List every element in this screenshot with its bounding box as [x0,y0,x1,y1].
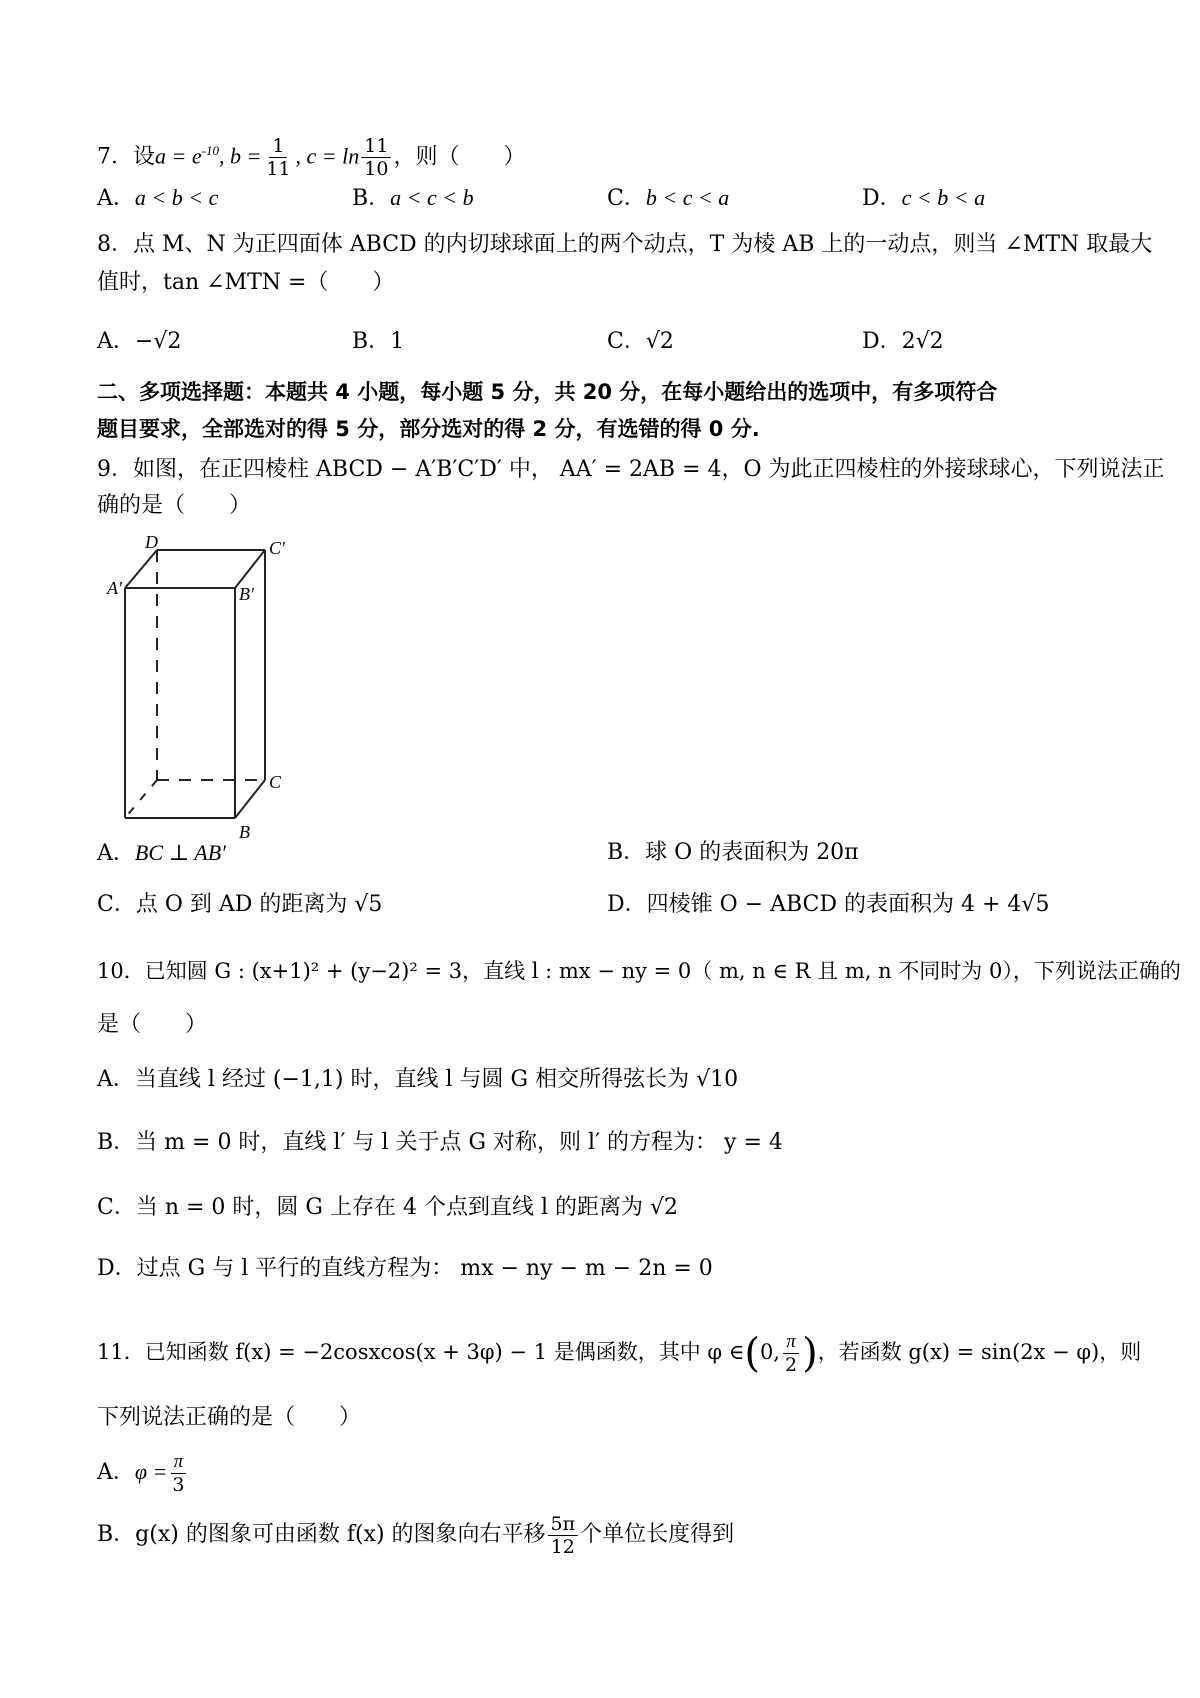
q9-option-b: B．球 O 的表面积为 20π [607,840,859,865]
q9-stem-line1: 9．如图，在正四棱柱 ABCD − A′B′C′D′ 中， AA′ = 2AB = 4，O 为此正四棱柱的外接球球心，下列说法正 [97,457,1165,482]
q11-option-a-fraction: $\frac{\pi}{3}$ [172,1450,185,1496]
figure-label-b: B [239,822,250,842]
figure-label-c: C [269,772,282,792]
q8-stem-line2: 值时，tan ∠MTN =（ ） [97,270,395,295]
q8-option-a: A．−√2 [97,329,182,354]
q11-option-b-fraction: $\frac{5\pi}{12}$ [548,1513,579,1558]
q7-option-c: C．b < c < a [607,185,730,211]
q7-option-a: A．a < b < c [97,185,219,211]
q10-stem-line2: 是（ ） [97,1012,208,1037]
q11-stem-line1: 11．已知函数 f(x) = −2cosxcos(x + 3φ) − 1 是偶函数，其中 φ ∈(0, $\frac{\pi}{2}$ )，若函数 g(x) = sin(2x − φ)，则 [97,1330,1142,1377]
q8-option-b: B．1 [352,329,405,354]
q10-option-d: D．过点 G 与 l 平行的直线方程为： mx − ny − m − 2n = 0 [97,1256,713,1281]
q7-option-b: B．a < c < b [352,185,474,211]
q7-stem: 7．设$a = e^{-10}$, b = $\frac{1}{11}$ , c = ln $\frac{11}{10}$ ，则（ ） [97,135,526,180]
q7-c-fraction: $\frac{11}{10}$ [361,135,391,180]
q10-stem-line1: 10．已知圆 G : (x+1)² + (y−2)² = 3，直线 l : mx − ny = 0（ m, n ∈ R 且 m, n 不同时为 0），下列说法正确的 [97,959,1181,983]
q9-option-a: A．BC ⊥ AB′ [97,840,226,866]
q9-stem-line2: 确的是（ ） [97,493,252,518]
q11-stem-line2: 下列说法正确的是（ ） [97,1405,362,1430]
q11-option-b: B．g(x) 的图象可由函数 f(x) 的图象向右平移 $\frac{5\pi}{12}$ 个单位长度得到 [97,1512,735,1558]
figure-label-b-prime: B' [239,584,254,604]
q10-option-b: B．当 m = 0 时，直线 l′ 与 l 关于点 G 对称，则 l′ 的方程为： y = 4 [97,1130,783,1155]
q8-option-c: C．√2 [607,329,674,354]
q11-option-a: A．φ = $\frac{\pi}{3}$ [97,1445,190,1500]
q10-option-a: A．当直线 l 经过 (−1,1) 时，直线 l 与圆 G 相交所得弦长为 √10 [97,1067,739,1092]
q7-option-d: D．c < b < a [862,185,986,211]
figure-label-d: D [145,532,158,552]
q9-prism-figure [105,530,305,850]
section2-heading-line2: 题目要求，全部选对的得 5 分，部分选对的得 2 分，有选错的得 0 分. [97,417,760,441]
q9-option-c: C．点 O 到 AD 的距离为 √5 [97,892,383,917]
q8-stem-line1: 8．点 M、N 为正四面体 ABCD 的内切球球面上的两个动点，T 为棱 AB 上的一动点，则当 ∠MTN 取最大 [97,232,1153,257]
section2-heading-line1: 二、多项选择题：本题共 4 小题，每小题 5 分，共 20 分，在每小题给出的选项中，有多项符合 [97,380,998,404]
q7-b-fraction: $\frac{1}{11}$ [266,135,291,180]
q11-interval-fraction: $\frac{\pi}{2}$ [784,1331,798,1376]
q10-option-c: C．当 n = 0 时，圆 G 上存在 4 个点到直线 l 的距离为 √2 [97,1195,678,1220]
q8-option-d: D．2√2 [862,329,944,354]
figure-label-a-prime: A' [107,578,122,598]
q9-option-d: D．四棱锥 O − ABCD 的表面积为 4 + 4√5 [607,892,1050,917]
figure-label-c-prime: C' [269,538,285,558]
